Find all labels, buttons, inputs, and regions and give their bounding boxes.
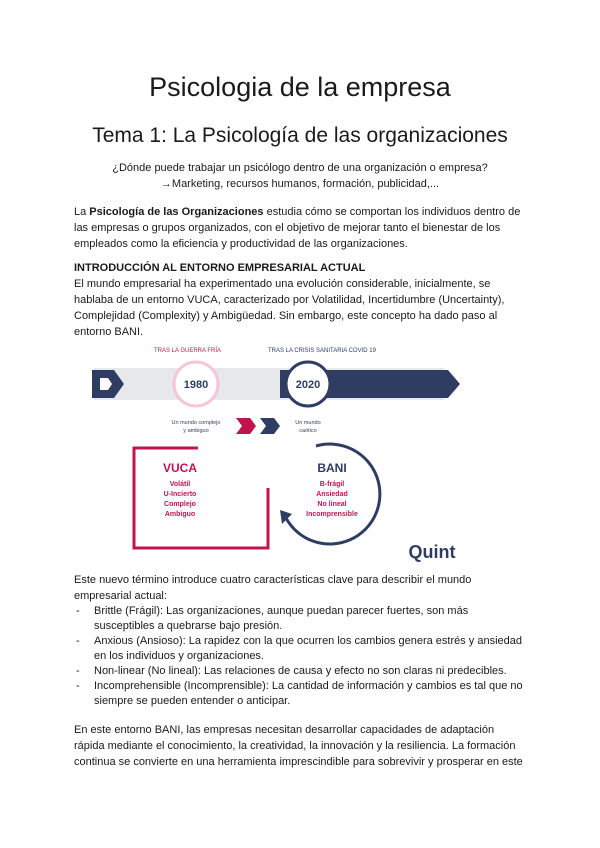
intro-rest: estudia cómo se comportan los individuos dentro de las empresas o grupos organizados, con el objetivo de mejorar tanto el bienestar de los empleados como la eficiencia y productividad de las organizaciones.: [74, 206, 521, 250]
caption-left-2: y ambiguo: [183, 428, 209, 434]
list-item: - Non-linear (No lineal): Las relaciones de causa y efecto no son claras ni predecibles.: [76, 665, 507, 677]
brand-logo: Quint: [408, 542, 456, 562]
section-paragraph: El mundo empresarial ha experimentado una evolución considerable, inicialmente, se hablaba de un entorno VUCA, caracterizado por Volatilidad, Incertidumbre (Uncertainty), Complejidad (Complexity) y Ambigüedad. Sin embargo, este concepto ha dado paso al entorno BANI.: [74, 278, 505, 338]
transition-chevron-pink-icon: [236, 418, 256, 434]
caption-right-2: caótico: [299, 428, 317, 434]
intro-paragraph: [74, 204, 526, 252]
intro-bold-term: Psicología de las Organizaciones: [89, 206, 264, 218]
list-item: - Anxious (Ansioso): La rapidez con la que ocurren los cambios genera estrés y ansiedad en los individuos y organizaciones.: [76, 635, 523, 662]
closing-paragraph: En este entorno BANI, las empresas necesitan desarrollar capacidades de adaptación rápida mediante el conocimiento, la creatividad, la innovación y la resiliencia. La formación continua se convierte en una herramienta imprescindible para sobrevivir y prosperar en este: [74, 724, 523, 768]
year-right: 2020: [295, 379, 321, 391]
bani-item: Incomprensible: [306, 511, 358, 518]
right-arrow-head-icon: [432, 370, 460, 398]
list-item: - Brittle (Frágil): Las organizaciones, aunque puedan parecer fuertes, son más susceptibles a quebrarse bajo presión.: [76, 605, 469, 632]
bani-item: Ansiedad: [316, 491, 348, 498]
characteristics-list: [74, 604, 526, 709]
year-left: 1980: [183, 379, 209, 391]
document-title: Psicologia de la empresa: [149, 72, 451, 102]
label-right-top: TRAS LA CRISIS SANITARIA COVID 19: [268, 348, 376, 354]
bani-item: No lineal: [317, 501, 347, 508]
vuca-item: Ambiguo: [164, 511, 196, 518]
list-item-text: Incomprehensible (Incomprensible): La cantidad de información y cambios es tal que no siempre se pueden entender o anticipar.: [94, 680, 523, 707]
vuca-item: U-Incierto: [163, 491, 197, 498]
section-heading: INTRODUCCIÓN AL ENTORNO EMPRESARIAL ACTUAL: [74, 262, 366, 274]
vuca-title: VUCA: [162, 461, 198, 475]
list-item: - Incomprehensible (Incomprensible): La cantidad de información y cambios es tal que no siempre se pueden entender o anticipar.: [76, 680, 523, 707]
caption-right-1: Un mundo: [295, 420, 321, 426]
after-figure-paragraph: Este nuevo término introduce cuatro características clave para describir el mundo empresarial actual:: [74, 574, 472, 602]
bani-ring-arrow-icon: [280, 510, 292, 524]
bani-item: B-frágil: [319, 481, 345, 488]
intro-prefix: La: [74, 206, 90, 218]
list-item-text: Anxious (Ansioso): La rapidez con la que ocurren los cambios genera estrés y ansiedad en los individuos y organizaciones.: [94, 635, 523, 662]
transition-chevron-navy-icon: [260, 418, 280, 434]
question-line: ¿Dónde puede trabajar un psicólogo dentro de una organización o empresa?: [112, 162, 488, 174]
bani-title: BANI: [317, 461, 347, 475]
label-left-top: TRAS LA GUERRA FRÍA: [154, 348, 222, 354]
question-block: [0, 160, 600, 192]
vuca-item: Complejo: [164, 501, 196, 508]
vuca-item: Volátil: [169, 481, 191, 488]
vuca-frame: [134, 448, 268, 548]
document-subtitle: Tema 1: La Psicología de las organizaciones: [92, 124, 508, 147]
caption-left-1: Un mundo complejo: [171, 420, 221, 426]
vuca-bani-figure: [80, 338, 520, 570]
list-item-text: Non-linear (No lineal): Las relaciones de causa y efecto no son claras ni predecibles.: [94, 665, 507, 677]
answer-line: →Marketing, recursos humanos, formación, publicidad,...: [160, 178, 440, 190]
list-item-text: Brittle (Frágil): Las organizaciones, aunque puedan parecer fuertes, son más susceptibles a quebrarse bajo presión.: [94, 605, 469, 632]
